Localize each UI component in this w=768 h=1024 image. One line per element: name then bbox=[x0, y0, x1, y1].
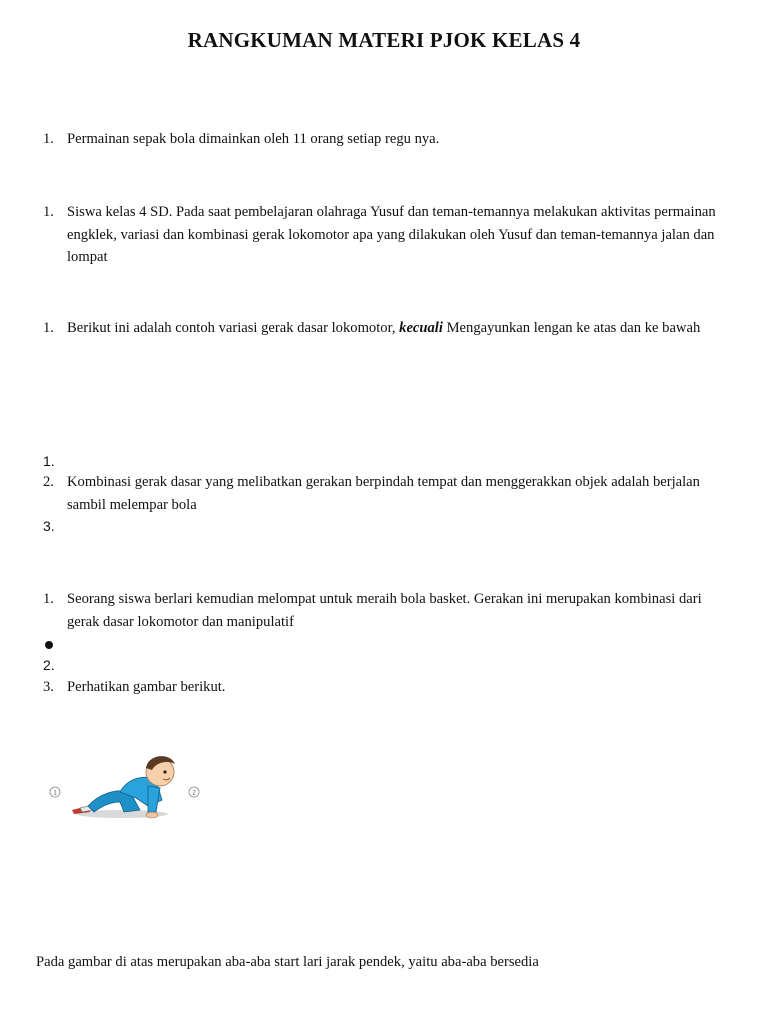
bullet-dot bbox=[45, 641, 53, 649]
item-number: 2. bbox=[43, 474, 54, 490]
item-number: 1. bbox=[43, 204, 54, 220]
arm bbox=[148, 786, 160, 812]
list-item bbox=[43, 201, 733, 269]
closing-statement: Pada gambar di atas merupakan aba-aba start lari jarak pendek, yaitu aba-aba bersedia bbox=[36, 954, 539, 970]
eye bbox=[163, 770, 166, 773]
item-text: Perhatikan gambar berikut. bbox=[67, 679, 226, 695]
item-number: 3. bbox=[43, 679, 54, 695]
item-number: 1. bbox=[43, 591, 54, 607]
item-text: Kombinasi gerak dasar yang melibatkan gerakan berpindah tempat dan menggerakkan objek adalah berjalan sambil melempar bola bbox=[67, 474, 700, 513]
list-item bbox=[43, 588, 733, 633]
item-number: 3. bbox=[43, 518, 55, 534]
item-text bbox=[67, 317, 733, 340]
item-text-after: Mengayunkan lengan ke atas dan ke bawah bbox=[442, 320, 701, 336]
emphasis-text: kecuali bbox=[399, 320, 443, 336]
item-text-before: Berikut ini adalah contoh variasi gerak dasar lokomotor, bbox=[67, 320, 400, 336]
item-number: 1. bbox=[43, 453, 55, 469]
list-item bbox=[43, 317, 733, 340]
marker-right: 2 bbox=[192, 790, 196, 797]
item-text: Siswa kelas 4 SD. Pada saat pembelajaran olahraga Yusuf dan teman-temannya melakukan aktivitas permainan engklek, variasi dan kombinasi gerak lokomotor apa yang dilakukan oleh Yusuf dan teman-temannya jalan dan lompat bbox=[67, 204, 716, 265]
page-title: RANGKUMAN MATERI PJOK KELAS 4 bbox=[187, 28, 581, 52]
list-item bbox=[43, 676, 733, 699]
item-number: 1. bbox=[43, 131, 54, 147]
item-text: Permainan sepak bola dimainkan oleh 11 orang setiap regu nya. bbox=[67, 131, 440, 147]
list-item bbox=[43, 471, 733, 516]
item-number: 2. bbox=[43, 657, 55, 673]
hand bbox=[146, 812, 158, 818]
list-item bbox=[43, 128, 733, 151]
item-text: Seorang siswa berlari kemudian melompat untuk meraih bola basket. Gerakan ini merupakan kombinasi dari gerak dasar lokomotor dan manipulatif bbox=[67, 591, 702, 630]
marker-left: 1 bbox=[53, 790, 57, 797]
item-number: 1. bbox=[43, 320, 54, 336]
crouch-start-illustration bbox=[44, 748, 214, 832]
